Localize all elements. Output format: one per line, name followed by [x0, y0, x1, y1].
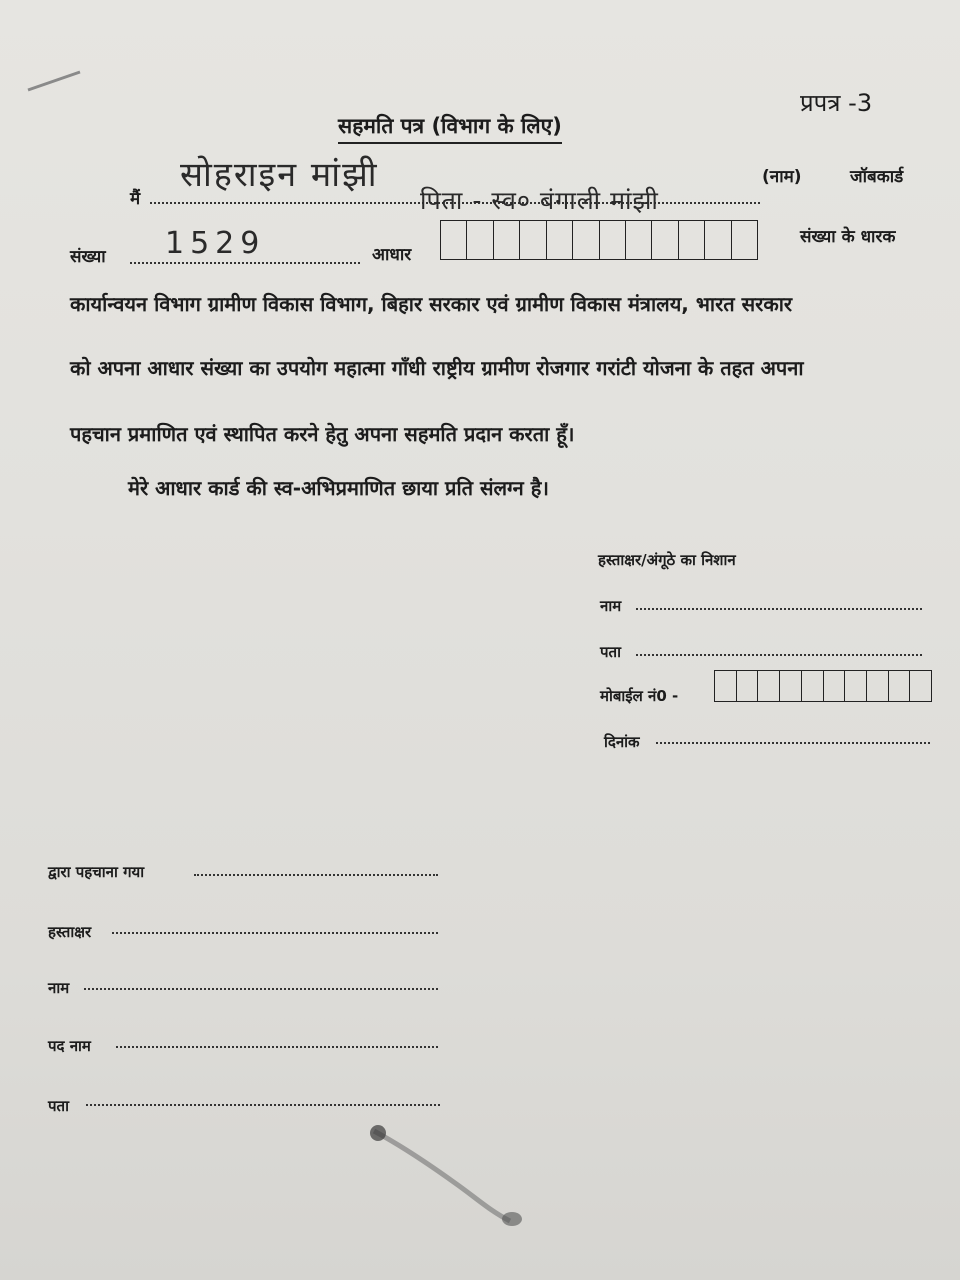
aadhaar-digit-box[interactable] — [626, 221, 652, 259]
mobile-digit-box[interactable] — [845, 671, 867, 701]
signature-thumb-label: हस्ताक्षर/अंगूठे का निशान — [598, 551, 736, 569]
aadhaar-digit-box[interactable] — [732, 221, 757, 259]
verifier-signature-field[interactable] — [112, 932, 438, 934]
verifier-address-field[interactable] — [86, 1104, 440, 1106]
signatory-name-label: नाम — [600, 597, 622, 615]
aadhaar-digit-box[interactable] — [652, 221, 678, 259]
mobile-label: मोबाईल नं0 - — [600, 687, 679, 705]
consent-text-line-1: कार्यान्वयन विभाग ग्रामीण विकास विभाग, बिहार सरकार एवं ग्रामीण विकास मंत्रालय, भारत सरकार — [70, 292, 793, 316]
name-label: (नाम) — [762, 167, 802, 187]
aadhaar-digit-box[interactable] — [494, 221, 520, 259]
aadhaar-label: आधार — [372, 245, 412, 265]
staple-mark — [20, 60, 90, 100]
handwritten-father-name[interactable]: पिता - स्व० बंगाली मांझी — [420, 186, 659, 215]
mobile-digit-box[interactable] — [889, 671, 911, 701]
handwritten-jobcard-number[interactable]: 1529 — [165, 226, 266, 261]
mobile-digit-box[interactable] — [824, 671, 846, 701]
mobile-number-boxes[interactable] — [714, 670, 932, 702]
pronoun-label: मैं — [130, 189, 141, 209]
designation-label: पद नाम — [48, 1037, 91, 1055]
aadhaar-digit-box[interactable] — [441, 221, 467, 259]
identified-by-label: द्वारा पहचाना गया — [48, 863, 145, 881]
aadhaar-digit-box[interactable] — [600, 221, 626, 259]
mobile-digit-box[interactable] — [867, 671, 889, 701]
date-field[interactable] — [656, 742, 930, 744]
number-label: संख्या — [70, 247, 106, 267]
handwritten-name[interactable]: सोहराइन मांझी — [180, 155, 379, 195]
date-label: दिनांक — [604, 733, 640, 751]
mobile-digit-box[interactable] — [715, 671, 737, 701]
identified-by-field[interactable] — [194, 874, 438, 876]
holder-label: संख्या के धारक — [800, 227, 896, 247]
mobile-digit-box[interactable] — [802, 671, 824, 701]
aadhaar-digit-box[interactable] — [573, 221, 599, 259]
aadhaar-number-boxes[interactable] — [440, 220, 758, 260]
verifier-name-label: नाम — [48, 979, 70, 997]
mobile-digit-box[interactable] — [780, 671, 802, 701]
consent-text-line-2: को अपना आधार संख्या का उपयोग महात्मा गाँधी राष्ट्रीय ग्रामीण रोजगार गरांटी योजना के तहत अपना — [70, 356, 804, 380]
aadhaar-digit-box[interactable] — [547, 221, 573, 259]
consent-text-line-4: मेरे आधार कार्ड की स्व-अभिप्रमाणित छाया प्रति संलग्न है। — [128, 476, 549, 500]
form-number: प्रपत्र -3 — [800, 89, 873, 117]
aadhaar-digit-box[interactable] — [705, 221, 731, 259]
consent-text-line-3: पहचान प्रमाणित एवं स्थापित करने हेतु अपना सहमति प्रदान करता हूँ। — [70, 422, 575, 446]
ink-smudge — [360, 1115, 540, 1235]
mobile-digit-box[interactable] — [737, 671, 759, 701]
verifier-name-field[interactable] — [84, 988, 438, 990]
signatory-name-field[interactable] — [636, 608, 922, 610]
signatory-address-label: पता — [600, 643, 621, 661]
jobcard-label: जॉबकार्ड — [850, 167, 904, 187]
number-dotted-line — [130, 262, 360, 264]
page-title: सहमति पत्र (विभाग के लिए) — [338, 112, 562, 144]
signatory-address-field[interactable] — [636, 654, 922, 656]
mobile-digit-box[interactable] — [910, 671, 931, 701]
aadhaar-digit-box[interactable] — [679, 221, 705, 259]
verifier-address-label: पता — [48, 1097, 69, 1115]
designation-field[interactable] — [116, 1046, 438, 1048]
mobile-digit-box[interactable] — [758, 671, 780, 701]
aadhaar-digit-box[interactable] — [467, 221, 493, 259]
verifier-signature-label: हस्ताक्षर — [48, 923, 92, 941]
aadhaar-digit-box[interactable] — [520, 221, 546, 259]
